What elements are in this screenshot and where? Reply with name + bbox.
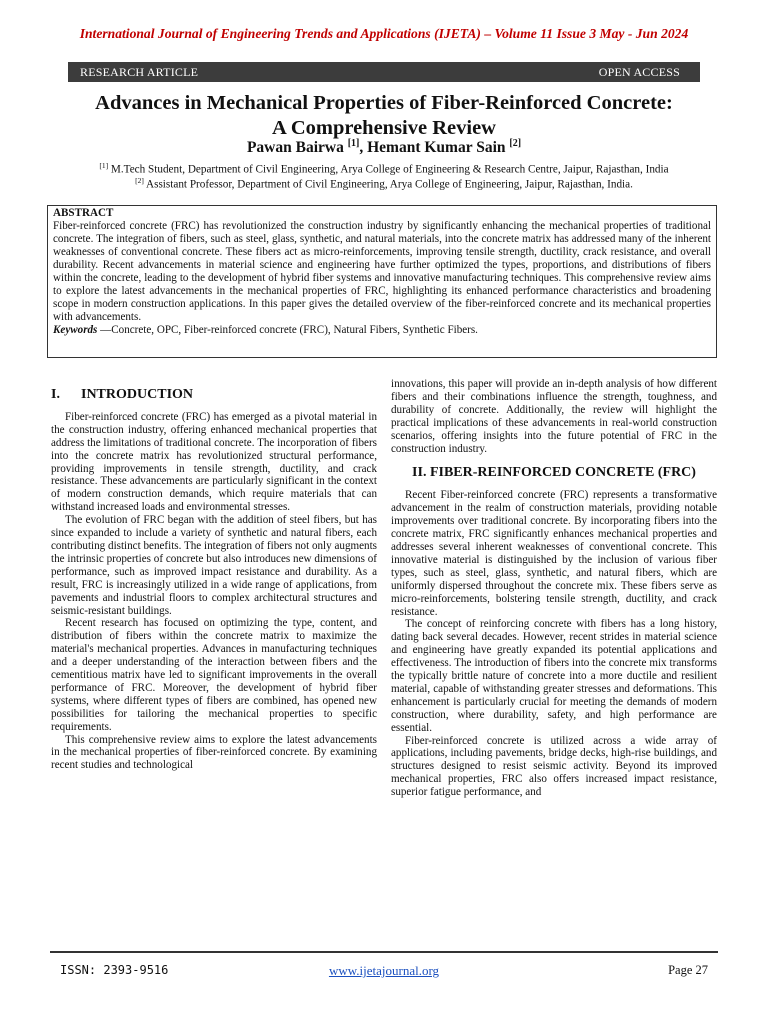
affiliation-1 <box>0 161 768 176</box>
footer-website-link[interactable]: www.ijetajournal.org <box>328 963 440 978</box>
keywords-label: Keywords <box>53 323 98 336</box>
journal-header: International Journal of Engineering Trends and Applications (IJETA) – Volume 11 Issue 3 May - Jun 2024 <box>79 26 689 41</box>
article-type-banner <box>68 62 700 82</box>
section-2-heading: II. FIBER-REINFORCED CONCRETE (FRC) <box>412 465 696 481</box>
affiliation-2-ref: [2] <box>135 176 144 185</box>
research-article-label: RESEARCH ARTICLE <box>80 65 199 79</box>
abstract-box <box>47 205 717 358</box>
open-access-label: OPEN ACCESS <box>598 65 680 79</box>
affiliation-1-ref: [1] <box>99 161 109 170</box>
footer-page-number: Page 27 <box>668 963 708 977</box>
paper-title <box>20 91 748 141</box>
affiliation-2-text: Assistant Professor, Department of Civil Engineering, Arya College of Engineering, Jaipur, Rajasthan, India. <box>146 178 633 191</box>
abstract-heading: ABSTRACT <box>53 207 114 219</box>
author-2-ref: [2] <box>509 138 522 149</box>
left-column <box>51 378 377 772</box>
authors <box>0 138 768 157</box>
author-separator: , <box>359 139 368 157</box>
affiliation-1-text: M.Tech Student, Department of Civil Engineering, Arya College of Engineering & Research Centre, Jaipur, Rajasthan, India <box>110 163 669 176</box>
author-2: Hemant Kumar Sain <box>367 139 506 157</box>
footer-divider <box>50 951 718 953</box>
frc-paragraph-1: Recent Fiber-reinforced concrete (FRC) represents a transformative advancement in the realm of construction materials, providing notable improvements over traditional concrete. By incorporating fibers into the concrete matrix, FRC significantly enhances mechanical properties and addresses several inherent weaknesses of conventional concrete. This innovative material is distinguished by the inclusion of various fiber types, such as steel, glass, synthetic, and natural fibers, which are uniformly dispersed throughout the concrete mix. These fibers serve as micro-reinforcements, bolstering tensile strength, ductility, and crack resistance. <box>391 489 717 618</box>
frc-paragraph-2: The concept of reinforcing concrete with fibers has a long history, dating back several decades. However, recent strides in material science and engineering have greatly expanded its potential applications and effectiveness. The introduction of fibers into the concrete mix transforms the typically brittle nature of concrete into a more ductile and resilient material, capable of withstanding greater stresses and deformations. This enhancement is particularly crucial for meeting the demands of modern construction, where durability, safety, and high performance are essential. <box>391 618 717 734</box>
intro-paragraph-3: Recent research has focused on optimizing the type, content, and distribution of fibers within the concrete matrix to maximize the material's mechanical properties. Advances in manufacturing techniques and a deeper understanding of the interaction between fibers and the cementitious matrix have led to significant improvements in the overall performance of FRC. Moreover, the development of hybrid fiber systems, where different types of fibers are combined, has opened new possibilities for tailoring the mechanical properties to specific requirements. <box>51 617 377 733</box>
affiliation-2 <box>0 176 768 191</box>
section-1-heading <box>51 389 377 402</box>
intro-continuation: innovations, this paper will provide an in-depth analysis of how different fibers and their combinations influence the strength, toughness, and durability of concrete. Additionally, the review will highlight the practical implications of these advancements in real-world construction scenarios, offering insights into the future potential of FRC in the construction industry. <box>391 378 717 455</box>
intro-paragraph-2: The evolution of FRC began with the addition of steel fibers, but has since expanded to include a variety of synthetic and natural fibers, each contributing distinct benefits. The integration of fibers not only augments the intrinsic properties of concrete but also introduces new dimensions of performance, such as improved impact resistance and durability. As a result, FRC is increasingly utilized in a wide range of applications, from pavements and industrial floors to complex architectural structures and seismic-resistant buildings. <box>51 514 377 617</box>
right-column <box>391 378 717 799</box>
intro-paragraph-4: This comprehensive review aims to explore the latest advancements in the mechanical properties of fiber-reinforced concrete. By examining recent studies and technological <box>51 733 377 772</box>
author-1-ref: [1] <box>347 138 360 149</box>
title-line-2: A Comprehensive Review <box>272 117 496 139</box>
footer-issn: ISSN: 2393-9516 <box>60 963 169 977</box>
author-1: Pawan Bairwa <box>246 139 344 157</box>
intro-paragraph-1: Fiber-reinforced concrete (FRC) has emerged as a pivotal material in the construction industry, offering enhanced mechanical properties that address the limitations of traditional concrete. The incorporation of fibers into the concrete matrix has revolutionized structural performance, providing improvements in tensile strength, ductility, and crack resistance. These advancements are particularly significant in the context of modern construction demands, which require materials that can withstand increased loads and environmental stresses. <box>51 410 377 514</box>
keywords-text: —Concrete, OPC, Fiber-reinforced concrete (FRC), Natural Fibers, Synthetic Fibers. <box>97 323 478 336</box>
section-1-title: INTRODUCTION <box>81 387 194 402</box>
frc-paragraph-3: Fiber-reinforced concrete is utilized across a wide array of applications, including pavements, bridge decks, high-rise buildings, and structures designed to resist seismic activity. Beyond its improved mechanical properties, FRC also offers increased impact resistance, superior fatigue performance, and <box>391 734 717 799</box>
section-1-number: I. <box>51 387 60 402</box>
title-line-1: Advances in Mechanical Properties of Fiber-Reinforced Concrete: <box>95 92 673 114</box>
abstract-text: Fiber-reinforced concrete (FRC) has revolutionized the construction industry by significantly enhancing the mechanical properties of traditional concrete. The integration of fibers, such as steel, glass, synthetic, and natural materials, into the concrete matrix has addressed many of the inherent weaknesses of conventional concrete. These fibers act as micro-reinforcements, improving tensile strength, ductility, crack resistance, and overall durability. Recent advancements in material science and engineering have further optimized the types, proportions, and distributions of fibers within the concrete, leading to the development of hybrid fiber systems and innovative manufacturing techniques. This comprehensive review aims to explore the latest advancements in the mechanical properties of FRC, highlighting its enhanced performance characteristics and broadening scope in modern construction applications. In this paper gives the detailed overview of the fiber-reinforced concrete and its mechanical properties with advancements. <box>53 219 711 323</box>
